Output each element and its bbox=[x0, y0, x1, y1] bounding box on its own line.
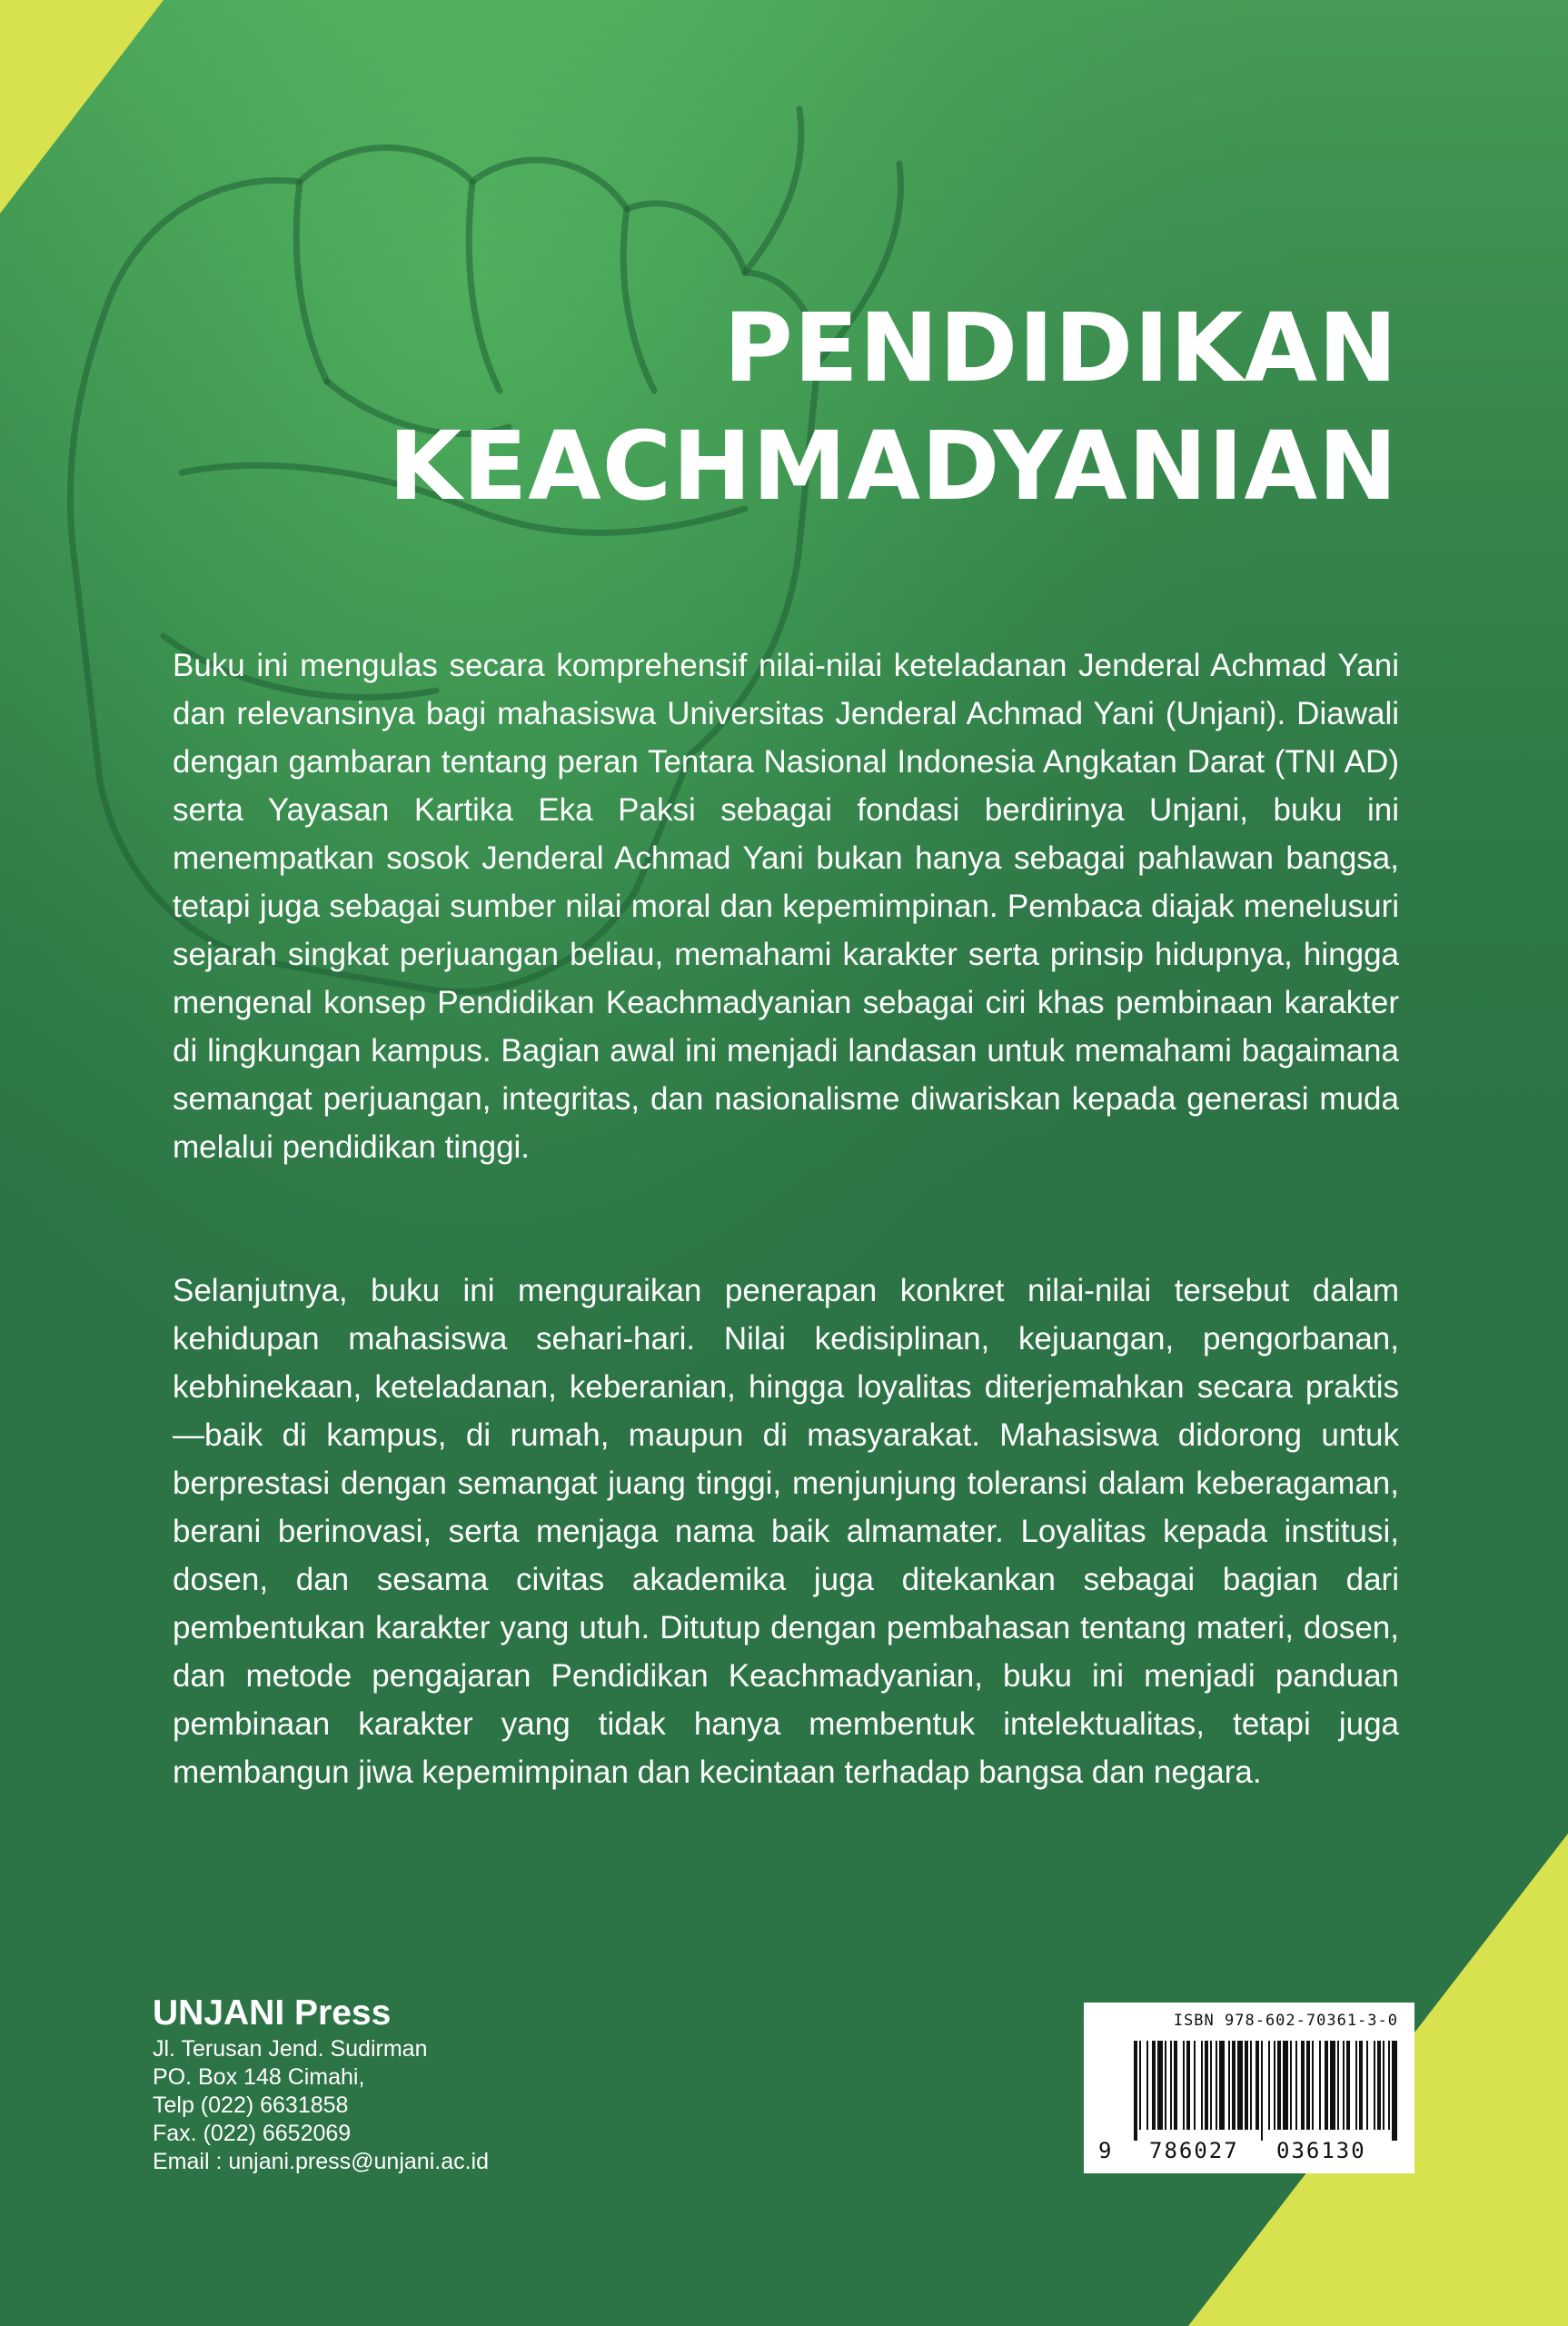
barcode-bar bbox=[1245, 2041, 1248, 2130]
barcode-bar bbox=[1359, 2041, 1363, 2130]
publisher-info bbox=[153, 1992, 489, 2176]
barcode-bar bbox=[1268, 2041, 1270, 2130]
publisher-address-line-2: PO. Box 148 Cimahi, bbox=[153, 2064, 365, 2090]
barcode-bar bbox=[1219, 2041, 1225, 2130]
barcode-bar bbox=[1228, 2041, 1230, 2130]
barcode-bar bbox=[1377, 2041, 1381, 2130]
barcode-bar bbox=[1346, 2041, 1350, 2130]
barcode-digits-right: 036130 bbox=[1276, 2138, 1366, 2163]
barcode-bar bbox=[1306, 2041, 1310, 2130]
barcode-bar bbox=[1355, 2041, 1357, 2130]
barcode-bar bbox=[1201, 2041, 1203, 2130]
barcode-bar bbox=[1250, 2041, 1252, 2130]
barcode-bar bbox=[1170, 2041, 1172, 2130]
barcode-bar bbox=[1325, 2041, 1328, 2130]
barcode-bar bbox=[1210, 2041, 1212, 2130]
barcode-bar bbox=[1374, 2041, 1375, 2130]
barcode-bar bbox=[1301, 2041, 1305, 2130]
publisher-fax: Fax. (022) 6652069 bbox=[153, 2121, 352, 2146]
barcode-bar bbox=[1392, 2041, 1397, 2141]
book-title-line-1: PENDIDIKAN bbox=[723, 293, 1398, 403]
barcode-bar bbox=[1388, 2041, 1390, 2130]
barcode-bar bbox=[1290, 2041, 1292, 2130]
isbn-barcode bbox=[1084, 2003, 1414, 2173]
barcode-bar bbox=[1174, 2041, 1177, 2130]
barcode-bar bbox=[1237, 2041, 1243, 2130]
barcode-bar bbox=[1283, 2041, 1288, 2130]
publisher-phone: Telp (022) 6631858 bbox=[153, 2092, 349, 2118]
barcode-bar bbox=[1183, 2041, 1185, 2130]
barcode-bar bbox=[1274, 2041, 1275, 2130]
publisher-email: Email : unjani.press@unjani.ac.id bbox=[153, 2149, 490, 2174]
barcode-digits-left: 786027 bbox=[1149, 2138, 1239, 2163]
barcode-bar bbox=[1261, 2041, 1263, 2141]
barcode-bar bbox=[1330, 2041, 1335, 2130]
synopsis-paragraph-1: Buku ini mengulas secara komprehensif nilai-nilai keteladanan Jenderal Achmad Yani dan relevansinya bagi mahasiswa Universitas Jenderal Achmad Yani (Unjani). Diawali dengan gambaran tentang peran Tentara Nasional Indonesia Angkatan Darat (TNI AD) serta Yayasan Kartika Eka Paksi sebagai fondasi berdirinya Unjani, buku ini menempatkan sosok Jenderal Achmad Yani bukan hanya sebagai pahlawan bangsa, tetapi juga sebagai sumber nilai moral dan kepemimpinan. Pembaca diajak menelusuri sejarah singkat perjuangan beliau, memahami karakter serta prinsip hidupnya, hingga mengenal konsep Pendidikan Keachmadyanian sebagai ciri khas pembinaan karakter di lingkungan kampus. Bagian awal ini menjadi landasan untuk memahami bagaimana semangat perjuangan, integritas, dan nasionalisme diwariskan kepada generasi muda melalui pendidikan tinggi. bbox=[173, 648, 1399, 1165]
barcode-bar bbox=[1139, 2041, 1141, 2130]
barcode-bar bbox=[1295, 2041, 1297, 2130]
barcode-digit-first: 9 bbox=[1098, 2138, 1114, 2163]
barcode-bar bbox=[1312, 2041, 1314, 2130]
barcode-bar bbox=[1165, 2041, 1166, 2130]
barcode-bar bbox=[1157, 2041, 1163, 2130]
barcode-bar bbox=[1194, 2041, 1196, 2130]
barcode-bar bbox=[1232, 2041, 1236, 2130]
barcode-bar bbox=[1186, 2041, 1190, 2130]
barcode-bar bbox=[1205, 2041, 1208, 2130]
barcode-bar bbox=[1337, 2041, 1339, 2130]
barcode-bars bbox=[1134, 2041, 1397, 2141]
barcode-bar bbox=[1134, 2041, 1137, 2141]
barcode-bar bbox=[1366, 2041, 1368, 2130]
book-title-line-2: KEACHMADYANIAN bbox=[388, 411, 1398, 522]
publisher-name: UNJANI Press bbox=[153, 1993, 392, 2033]
synopsis-paragraph-2: Selanjutnya, buku ini menguraikan penerapan konkret nilai-nilai tersebut dalam kehidupan mahasiswa sehari-hari. Nilai kedisiplinan, kejuangan, pengorbanan, kebhinekaan, keteladanan, keberanian, hingga loyalitas diterjemahkan secara praktis—baik di kampus, di rumah, maupun di masyarakat. Mahasiswa didorong untuk berprestasi dengan semangat juang tinggi, menjunjung toleransi dalam keberagaman, berani berinovasi, serta menjaga nama baik almamater. Loyalitas kepada institusi, dosen, dan sesama civitas akademika juga ditekankan sebagai bagian dari pembentukan karakter yang utuh. Ditutup dengan pembahasan tentang materi, dosen, dan metode pengajaran Pendidikan Keachmadyanian, buku ini menjadi panduan pembinaan karakter yang tidak hanya membentuk intelektualitas, tetapi juga membangun jiwa kepemimpinan dan kecintaan terhadap bangsa dan negara. bbox=[173, 1273, 1399, 1790]
barcode-bar bbox=[1319, 2041, 1321, 2130]
isbn-label: ISBN 978-602-70361-3-0 bbox=[1173, 2012, 1398, 2030]
barcode-bar bbox=[1152, 2041, 1156, 2130]
barcode-bar bbox=[1255, 2041, 1259, 2130]
barcode-bar bbox=[1277, 2041, 1281, 2130]
publisher-address-line-1: Jl. Terusan Jend. Sudirman bbox=[153, 2036, 428, 2062]
barcode-bar bbox=[1343, 2041, 1345, 2130]
book-title bbox=[308, 289, 1398, 525]
barcode-bar bbox=[1146, 2041, 1148, 2130]
barcode-bar bbox=[1216, 2041, 1217, 2130]
barcode-bar bbox=[1383, 2041, 1384, 2130]
